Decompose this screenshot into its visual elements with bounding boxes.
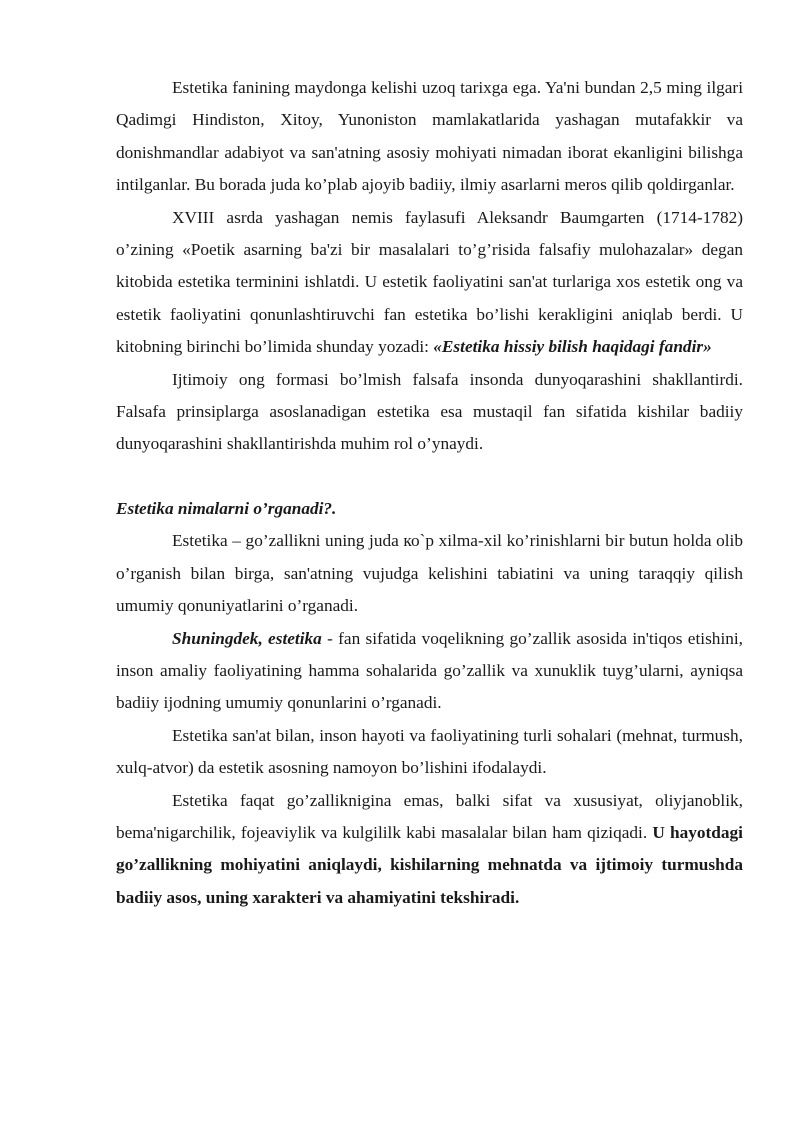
paragraph-origin-text: Estetika fanining maydonga kelishi uzoq tarixga ega. Ya'ni bundan 2,5 ming ilgari Qadimgi Hindiston, Xitoy, Yunoniston mamlakatlarida yashagan mutafakkir va donishmandlar adabiyot va san'atning asosiy mohiyati nimadan iborat ekanligini bilishga intilganlar. Bu borada juda ko’plab ajoyib badiiy, ilmiy asarlarni meros qilib qoldirganlar. <box>116 78 743 195</box>
paragraph-scope <box>116 785 743 915</box>
paragraph-baumgarten-text: XVIII asrda yashagan nemis faylasufi Aleksandr Baumgarten (1714-1782) o’zining «Poetik asarning ba'zi bir masalalari to’g’risida falsafiy mulohazalar» degan kitobida estetika terminini ishlatdi. U estetik faoliyatini san'at turlariga xos estetik ong va estetik faoliyatini qonunlashtiruvchi fan estetika bo’lishi kerakligini aniqlab berdi. U kitobning birinchi bo’limida shunday yozadi: <box>116 207 743 357</box>
paragraph-origin <box>116 72 743 202</box>
definition-quote: «Estetika hissiy bilish haqidagi fandir» <box>433 337 712 357</box>
paragraph-science-lead: Shuningdek, estetika <box>172 628 322 648</box>
paragraph-expression-text: Estetika san'at bilan, inson hayoti va faoliyatining turli sohalari (mehnat, turmush, xulq-atvor) da estetik asosning namoyon bo’lishini ifodalaydi. <box>116 725 743 778</box>
paragraph-beauty <box>116 525 743 622</box>
paragraph-science-text: - fan sifatida voqelikning go’zallik asosida in'tiqos etishini, inson amaliy faoliyatining hamma sohalarida go’zallik va xunuklik tuyg’ularni, ayniqsa badiiy ijodning umumiy qonunlarini o’rganadi. <box>116 628 744 713</box>
paragraph-baumgarten <box>116 202 743 364</box>
paragraph-science <box>116 623 743 720</box>
paragraph-scope-bold: U hayotdagi go’zallikning mohiyatini aniqlaydi, kishilarning mehnatda va ijtimoiy turmushda badiiy asos, uning xarakteri va ahamiyatini tekshiradi. <box>116 822 743 907</box>
paragraph-philosophy-text: Ijtimoiy ong formasi bo’lmish falsafa insonda dunyoqarashini shakllantirdi. Falsafa prinsiplarga asoslanadigan estetika esa mustaqil fan sifatida kishilar badiiy dunyoqarashini shakllantirishda muhim rol o’ynaydi. <box>116 369 743 454</box>
paragraph-expression <box>116 720 743 785</box>
section-heading: Estetika nimalarni o’rganadi?. <box>116 498 337 518</box>
paragraph-philosophy <box>116 364 743 461</box>
paragraph-beauty-text: Estetika – go’zallikni uning juda ко`p xilma-xil ko’rinishlarni bir butun holda olib o’rganish bilan birga, san'atning vujudga kelishini tabiatini va uning taraqqiy qilish umumiy qonuniyatlarini o’rganadi. <box>116 531 743 616</box>
document-page <box>116 72 743 914</box>
paragraph-scope-text: Estetika faqat go’zallikniginа emas, balki sifat va xususiyat, oliyjanoblik, bema'nigarchilik, fojeaviylik va kulgililk kabi masalalar bilan ham qiziqadi. <box>116 790 743 842</box>
